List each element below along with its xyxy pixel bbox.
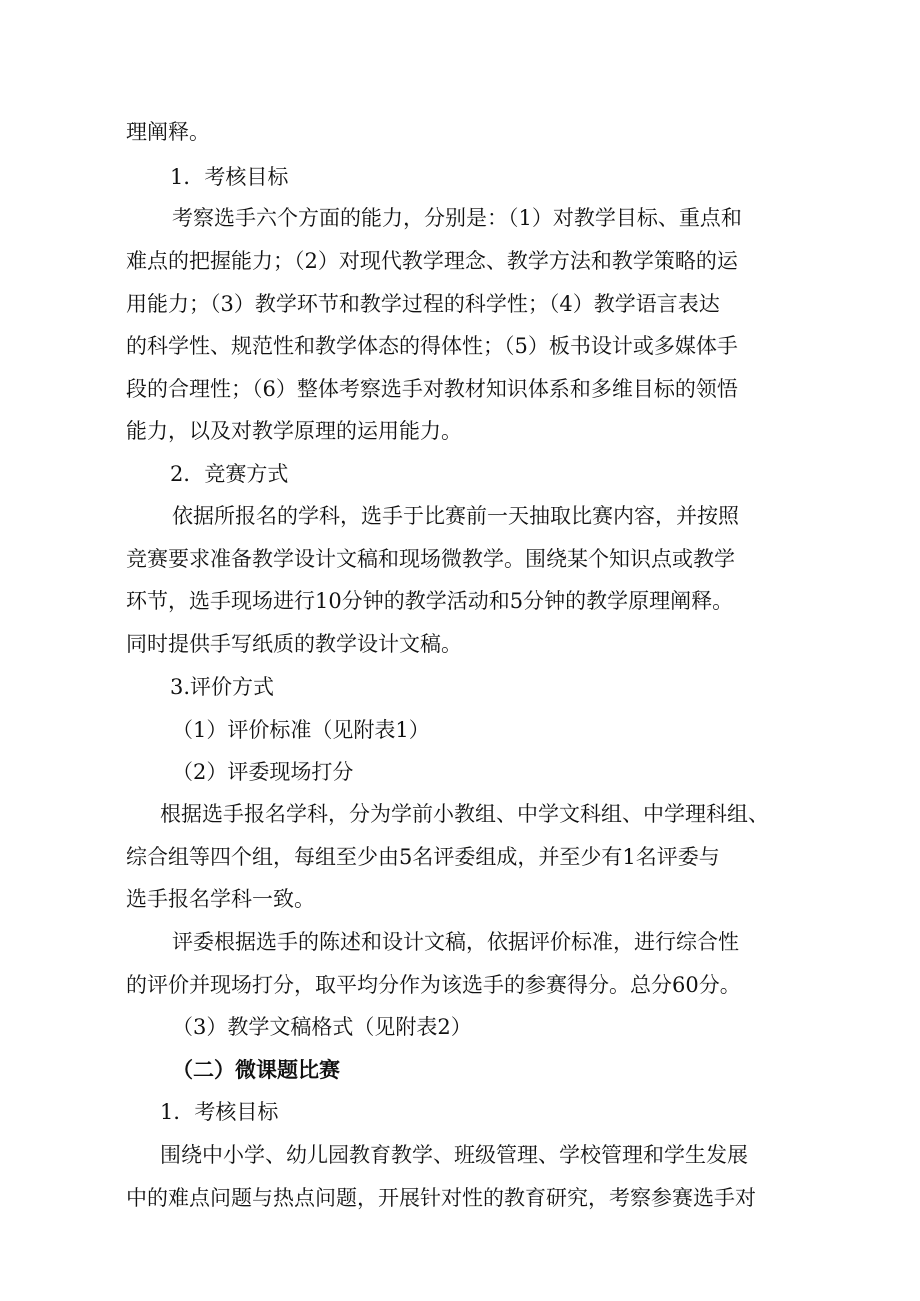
subsection-heading: （2）评委现场打分 bbox=[172, 760, 354, 784]
paragraph-line: 同时提供手写纸质的教学设计文稿。 bbox=[126, 632, 462, 656]
section-heading: 1．考核目标 bbox=[170, 165, 289, 189]
paragraph-line: 环节，选手现场进行10分钟的教学活动和5分钟的教学原理阐释。 bbox=[126, 589, 734, 613]
chapter-heading: （二）微课题比赛 bbox=[172, 1057, 340, 1082]
section-heading: 2．竞赛方式 bbox=[170, 462, 289, 486]
section-heading: 3.评价方式 bbox=[170, 675, 275, 699]
subsection-heading: （1）评价标准（见附表1） bbox=[172, 718, 430, 742]
subsection-heading: （3）教学文稿格式（见附表2） bbox=[172, 1015, 472, 1039]
paragraph-line: 评委根据选手的陈述和设计文稿，依据评价标准，进行综合性 bbox=[172, 930, 739, 954]
paragraph-line: 的科学性、规范性和教学体态的得体性；（5）板书设计或多媒体手 bbox=[126, 334, 738, 358]
paragraph-line: 的评价并现场打分，取平均分作为该选手的参赛得分。总分60分。 bbox=[126, 973, 741, 997]
paragraph-line: 考察选手六个方面的能力，分别是：（1）对教学目标、重点和 bbox=[172, 206, 742, 230]
paragraph-line: 围绕中小学、幼儿园教育教学、班级管理、学校管理和学生发展 bbox=[160, 1143, 748, 1167]
paragraph-line: 中的难点问题与热点问题，开展针对性的教育研究，考察参赛选手对 bbox=[126, 1186, 756, 1210]
paragraph-line: 难点的把握能力；（2）对现代教学理念、教学方法和教学策略的运 bbox=[126, 249, 738, 273]
paragraph-line: 依据所报名的学科，选手于比赛前一天抽取比赛内容，并按照 bbox=[172, 504, 739, 528]
paragraph-line: 竞赛要求准备教学设计文稿和现场微教学。围绕某个知识点或教学 bbox=[126, 547, 735, 571]
text-line: 理阐释。 bbox=[126, 120, 210, 144]
paragraph-line: 段的合理性；（6）整体考察选手对教材知识体系和多维目标的领悟 bbox=[126, 377, 738, 401]
paragraph-line: 根据选手报名学科，分为学前小教组、中学文科组、中学理科组、 bbox=[160, 802, 769, 826]
paragraph-line: 选手报名学科一致。 bbox=[126, 887, 315, 911]
section-heading: 1．考核目标 bbox=[160, 1100, 279, 1124]
paragraph-line: 用能力；（3）教学环节和教学过程的科学性；（4）教学语言表达 bbox=[126, 292, 720, 316]
paragraph-line: 能力，以及对教学原理的运用能力。 bbox=[126, 419, 462, 443]
paragraph-line: 综合组等四个组，每组至少由5名评委组成，并至少有1名评委与 bbox=[126, 845, 720, 869]
